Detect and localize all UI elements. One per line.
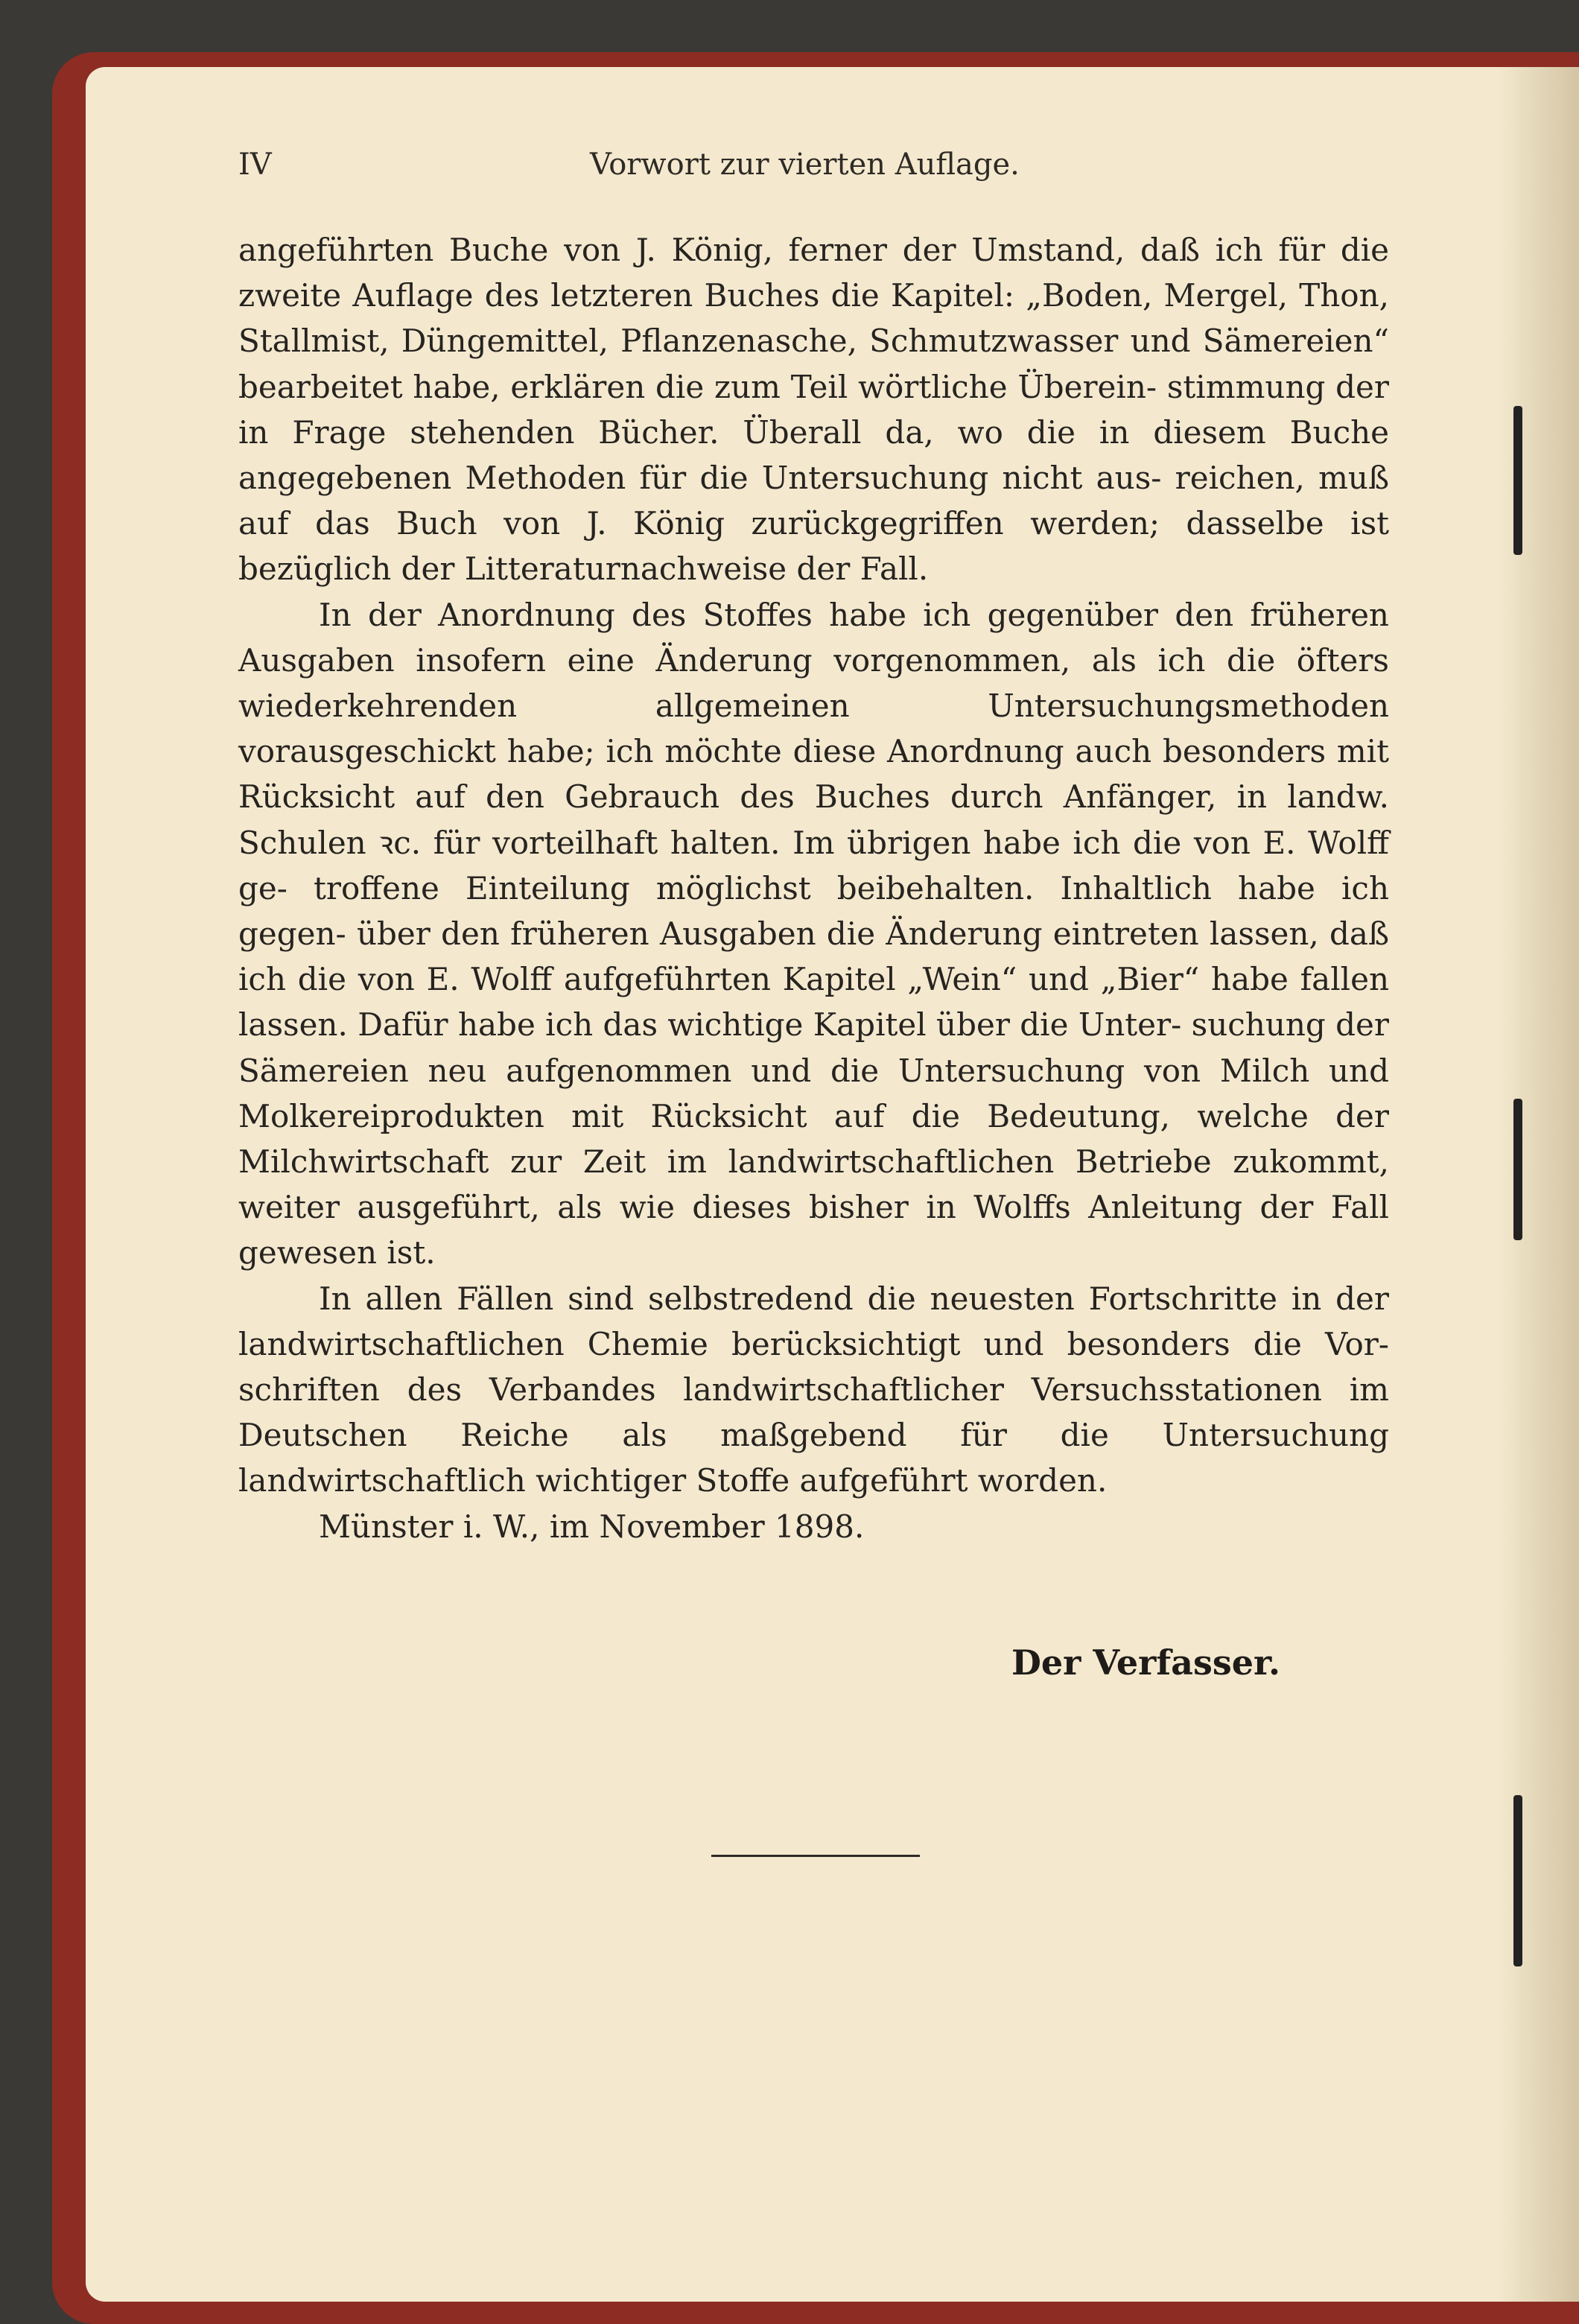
end-rule <box>711 1855 920 1857</box>
paragraph-2: In der Anordnung des Stoffes habe ich gegenüber den früheren Ausgaben insofern eine Änderung vorgenommen, als ich die öfters wiederkehrenden allgemeinen Untersuchungsmethoden vorausgeschickt habe; ich möchte diese Anordnung auch besonders mit Rücksicht auf den Gebrauch des Buches durch Anfänger, in landw. Schulen ꝛc. für vorteilhaft halten. Im übrigen habe ich die von E. Wolff ge- troffene Einteilung möglichst beibehalten. Inhaltlich habe ich gegen- über den früheren Ausgaben die Änderung eintreten lassen, daß ich die von E. Wolff aufgeführten Kapitel „Wein“ und „Bier“ habe fallen lassen. Dafür habe ich das wichtige Kapitel über die Unter- suchung der Sämereien neu aufgenommen und die Untersuchung von Milch und Molkereiprodukten mit Rücksicht auf die Bedeutung, welche der Milchwirtschaft zur Zeit im landwirtschaftlichen Betriebe zukommt, weiter ausgeführt, als wie dieses bisher in Wolffs Anleitung der Fall gewesen ist. <box>238 596 1389 1271</box>
paragraph-1: angeführten Buche von J. König, ferner der Umstand, daß ich für die zweite Auflage des letzteren Buches die Kapitel: „Boden, Mergel, Thon, Stallmist, Düngemittel, Pflanzenasche, Schmutzwasser und Sämereien“ bearbeitet habe, erklären die zum Teil wörtliche Überein- stimmung der in Frage stehenden Bücher. Überall da, wo die in diesem Buche angegebenen Methoden für die Untersuchung nicht aus- reichen, muß auf das Buch von J. König zurückgegriffen werden; dasselbe ist bezüglich der Litteraturnachweise der Fall. <box>238 232 1389 588</box>
signature: Der Verfasser. <box>1011 1642 1281 1683</box>
paragraph-3: In allen Fällen sind selbstredend die neuesten Fortschritte in der landwirtschaftlichen Chemie berücksichtigt und besonders die Vor- schriften des Verbandes landwirtschaftlicher Versuchsstationen im Deutschen Reiche als maßgebend für die Untersuchung landwirtschaftlich wichtiger Stoffe aufgeführt worden. <box>238 1280 1389 1499</box>
dateline: Münster i. W., im November 1898. <box>319 1508 865 1545</box>
page-number: IV <box>238 147 272 182</box>
running-title: Vorwort zur vierten Auflage. <box>590 147 1020 182</box>
page-body <box>238 227 1389 1549</box>
binding-thread-bottom <box>1513 1795 1522 1966</box>
page-gutter-shadow <box>1497 67 1579 2302</box>
binding-thread-middle <box>1513 1099 1522 1240</box>
binding-thread-top <box>1513 406 1522 555</box>
